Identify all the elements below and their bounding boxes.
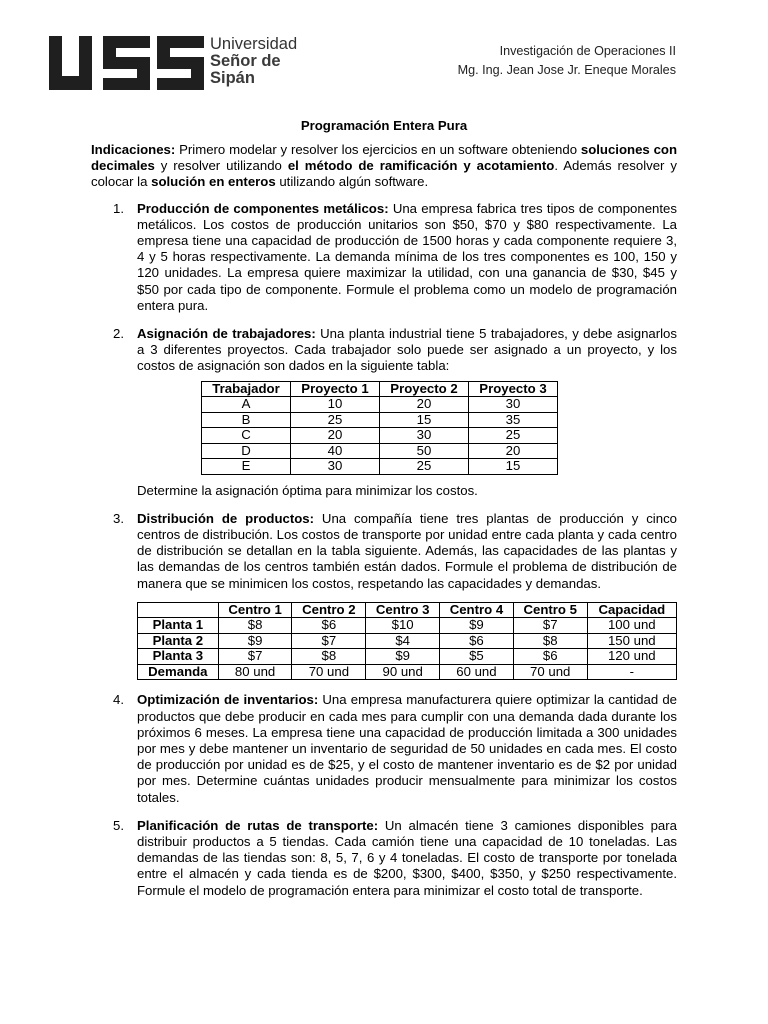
table-cell: 35 [469, 412, 558, 428]
table-header: Centro 3 [366, 602, 440, 618]
table-cell: A [202, 397, 291, 413]
table-cell: $9 [218, 633, 292, 649]
problem-heading: Distribución de productos: [137, 510, 315, 526]
course-info [458, 42, 676, 79]
university-name [210, 36, 317, 87]
table-cell: 10 [291, 397, 380, 413]
table-cell: 40 [291, 443, 380, 459]
distribution-cost-table [137, 602, 677, 681]
table-row [138, 633, 677, 649]
table-row [202, 459, 558, 475]
table-header: Centro 4 [440, 602, 514, 618]
university-logo [47, 34, 317, 92]
instructions-bold-1: soluciones con decimales [91, 142, 678, 174]
problem-text: Una planta industrial tiene 5 trabajadores, y debe asignarlos a 3 diferentes proyectos. Cada trabajador solo puede ser asignado a un proyecto, y los costos de asignación son dados en la siguiente tabla: [137, 326, 677, 374]
instructions-bold-2: el método de ramificación y acotamiento [287, 158, 555, 174]
table-cell: $7 [292, 633, 366, 649]
table-cell: $8 [292, 649, 366, 665]
table-cell: C [202, 428, 291, 444]
table-row [202, 443, 558, 459]
problem-text: Una empresa manufacturera quiere optimizar la cantidad de productos que debe producir en cada mes para cumplir con una demanda dada durante los próximos 6 meses. La empresa tiene una capacidad de producción limitada a 300 unidades por mes y debe mantener un inventario de seguridad de 50 unidades en cada mes. El costo de producción por unidad es de $25, y el costo de mantener inventario es de $2 por unidad por mes. Determine cuántas unidades producir mensualmente para minimizar los costos totales. [137, 692, 677, 805]
table-cell: 120 und [587, 649, 676, 665]
table-cell: 20 [469, 443, 558, 459]
table-cell: $7 [513, 618, 587, 634]
table-cell: $4 [366, 633, 440, 649]
table-cell: 100 und [587, 618, 676, 634]
table-row [202, 412, 558, 428]
table-cell: 150 und [587, 633, 676, 649]
table-cell: 20 [291, 428, 380, 444]
problem-item [91, 326, 677, 499]
table-cell: 60 und [440, 664, 514, 680]
table-header: Centro 5 [513, 602, 587, 618]
instructions-text-2: y resolver utilizando [154, 158, 288, 174]
table-cell: E [202, 459, 291, 475]
page-header [0, 0, 768, 110]
table-cell: B [202, 412, 291, 428]
table-cell: 80 und [218, 664, 292, 680]
table-cell: $9 [366, 649, 440, 665]
table-row [138, 618, 677, 634]
table-cell: $8 [513, 633, 587, 649]
table-header [138, 602, 219, 618]
table-cell: 30 [291, 459, 380, 475]
table-cell: $5 [440, 649, 514, 665]
table-cell: $9 [440, 618, 514, 634]
table-cell: 70 und [513, 664, 587, 680]
row-header: Planta 3 [138, 649, 219, 665]
table-cell: 20 [380, 397, 469, 413]
instructions-text-4: utilizando algún software. [275, 174, 429, 190]
problem-text: Un almacén tiene 3 camiones disponibles para distribuir productos a 5 tiendas. Cada camión tiene una capacidad de 10 toneladas. Las demandas de las tiendas son: 8, 5, 7, 6 y 4 toneladas. El costo de transporte por tonelada entre el almacén y cada tienda es de $200, $300, $400, $350, y $250 respectivamente. Formule el modelo de programación entera para minimizar el costo total de transporte. [137, 817, 677, 898]
table-cell: $6 [292, 618, 366, 634]
uss-logo-icon [47, 34, 207, 92]
table-row [202, 428, 558, 444]
table-cell: 25 [469, 428, 558, 444]
assignment-cost-table [201, 381, 558, 475]
row-header: Planta 2 [138, 633, 219, 649]
university-line1: Universidad [210, 35, 298, 53]
course-name: Investigación de Operaciones II [499, 44, 676, 58]
table-cell: 25 [291, 412, 380, 428]
table-header: Proyecto 2 [380, 381, 469, 397]
table-header: Centro 2 [292, 602, 366, 618]
instructions [91, 142, 677, 191]
problem-text: Una compañía tiene tres plantas de producción y cinco centros de distribución. Los costos de transporte por unidad entre cada planta y cada centro de distribución se detallan en la tabla siguiente. Además, las capacidades de las plantas y las demandas de los centros también están dados. Formule el problema de distribución de manera que se minimicen los costos, respetando las capacidades y demandas. [137, 510, 678, 591]
table-header: Capacidad [587, 602, 676, 618]
instructions-bold-3: solución en enteros [151, 174, 276, 190]
problem-number: 4. [113, 692, 124, 708]
instructions-text-3: . Además resolver y colocar la [91, 158, 677, 190]
problem-item [91, 692, 677, 805]
table-row [138, 649, 677, 665]
instructions-label: Indicaciones: [91, 142, 176, 157]
table-cell: $8 [218, 618, 292, 634]
professor-name: Mg. Ing. Jean Jose Jr. Eneque Morales [457, 62, 676, 77]
problem-heading: Producción de componentes metálicos: [137, 200, 389, 216]
problem-heading: Optimización de inventarios: [137, 692, 319, 708]
problem-question: Determine la asignación óptima para minimizar los costos. [137, 482, 478, 498]
table-cell: 15 [380, 412, 469, 428]
table-cell: 70 und [292, 664, 366, 680]
table-header: Trabajador [202, 381, 291, 397]
table-cell: $6 [513, 649, 587, 665]
table-header: Proyecto 1 [291, 381, 380, 397]
page-title: Programación Entera Pura [300, 118, 468, 133]
table-row [138, 664, 677, 680]
problem-heading: Planificación de rutas de transporte: [137, 817, 379, 833]
problem-number: 3. [113, 510, 124, 526]
table-cell: - [587, 664, 676, 680]
table-header: Proyecto 3 [469, 381, 558, 397]
document-body [91, 142, 677, 911]
problem-item [91, 201, 677, 314]
table-cell: $7 [218, 649, 292, 665]
problem-item [91, 818, 677, 899]
row-header: Planta 1 [138, 618, 219, 634]
row-header: Demanda [138, 664, 219, 680]
table-cell: 50 [380, 443, 469, 459]
problem-number: 1. [113, 200, 124, 216]
problem-heading: Asignación de trabajadores: [137, 326, 316, 342]
table-row [202, 397, 558, 413]
table-cell: 25 [380, 459, 469, 475]
table-cell: D [202, 443, 291, 459]
table-cell: 15 [469, 459, 558, 475]
problem-text: Una empresa fabrica tres tipos de componentes metálicos. Los costos de producción unitarios son $50, $70 y $80 respectivamente. La empresa tiene una capacidad de producción de 1500 horas y cada componente requiere 3, 4 y 5 horas respectivamente. La demanda mínima de los tres componentes es 100, 150 y 120 unidades. La empresa quiere maximizar la utilidad, con una ganancia de $30, $45 y $50 por cada tipo de componente. Formule el problema como un modelo de programación entera pura. [137, 200, 677, 313]
problem-item [91, 511, 677, 681]
table-cell: 90 und [366, 664, 440, 680]
table-cell: $6 [440, 633, 514, 649]
table-cell: $10 [366, 618, 440, 634]
problem-list [91, 201, 677, 899]
problem-number: 2. [113, 326, 124, 342]
problem-number: 5. [113, 817, 124, 833]
table-cell: 30 [380, 428, 469, 444]
instructions-text-1: Primero modelar y resolver los ejercicios en un software obteniendo [175, 142, 581, 157]
table-cell: 30 [469, 397, 558, 413]
university-line2: Señor de Sipán [210, 52, 281, 87]
table-header: Centro 1 [218, 602, 292, 618]
